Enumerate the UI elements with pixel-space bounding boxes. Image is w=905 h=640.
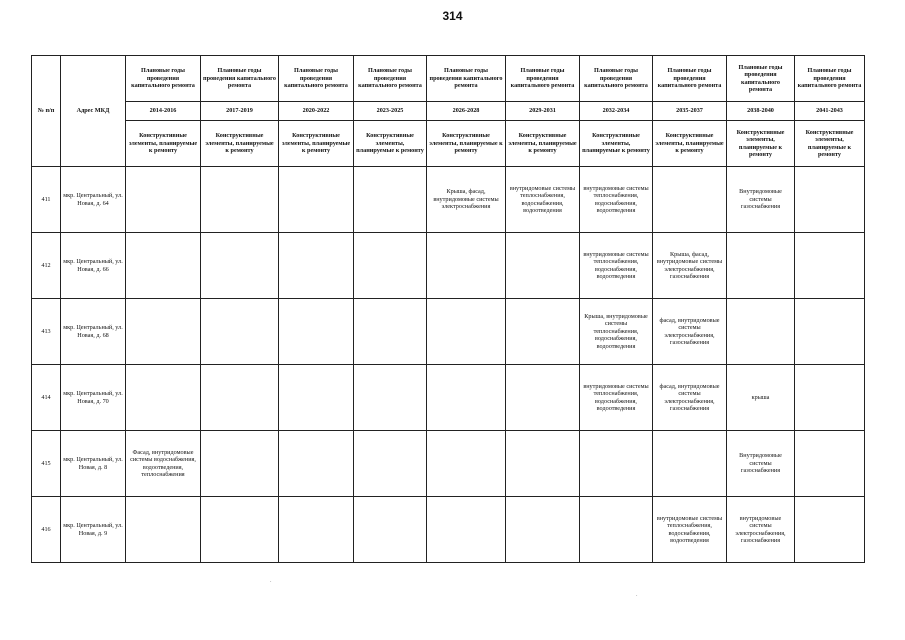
scan-speck: . bbox=[270, 578, 272, 584]
table-cell bbox=[201, 167, 279, 233]
table-cell bbox=[427, 497, 506, 563]
period-range: 2026-2028 bbox=[427, 102, 506, 121]
table-row bbox=[32, 233, 865, 299]
row-number: 414 bbox=[32, 365, 61, 431]
row-address: мкр. Центральный, ул. Новая, д. 64 bbox=[61, 167, 126, 233]
table-cell: Внутридомовые системы газоснабжения bbox=[727, 167, 795, 233]
col-addr-header: Адрес МКД bbox=[61, 56, 126, 167]
table-cell bbox=[354, 299, 427, 365]
elements-subheader: Конструктивные элементы, планируемые к ремонту bbox=[795, 121, 865, 167]
table-cell bbox=[727, 299, 795, 365]
table-cell bbox=[354, 431, 427, 497]
table-cell: внутридомовые системы теплоснабжения, водоснабжения, водоотведения bbox=[653, 497, 727, 563]
table-cell: фасад, внутридомовые системы электроснабжения, газоснабжения bbox=[653, 299, 727, 365]
period-range: 2029-2031 bbox=[506, 102, 580, 121]
table-cell bbox=[201, 497, 279, 563]
period-title: Плановые годы проведения капитального ремонта bbox=[727, 56, 795, 102]
table-cell bbox=[427, 233, 506, 299]
table-cell bbox=[795, 299, 865, 365]
table-cell bbox=[354, 233, 427, 299]
table-row bbox=[32, 431, 865, 497]
table-cell bbox=[279, 167, 354, 233]
elements-subheader: Конструктивные элементы, планируемые к ремонту bbox=[126, 121, 201, 167]
row-address: мкр. Центральный, ул. Новая, д. 70 bbox=[61, 365, 126, 431]
table-cell bbox=[201, 431, 279, 497]
period-range: 2017-2019 bbox=[201, 102, 279, 121]
table-cell bbox=[653, 167, 727, 233]
table-cell bbox=[201, 299, 279, 365]
table-cell: Внутридомовые системы газоснабжения bbox=[727, 431, 795, 497]
table-cell bbox=[279, 497, 354, 563]
table-cell bbox=[427, 299, 506, 365]
period-title: Плановые годы проведения капитального ремонта bbox=[126, 56, 201, 102]
period-title: Плановые годы проведения капитального ремонта bbox=[201, 56, 279, 102]
table-cell bbox=[201, 233, 279, 299]
table-cell: внутридомовые системы теплоснабжения, водоснабжения, водоотведения bbox=[580, 167, 653, 233]
row-number: 411 bbox=[32, 167, 61, 233]
period-title: Плановые годы проведения капитального ремонта bbox=[795, 56, 865, 102]
table-cell bbox=[427, 431, 506, 497]
table-cell bbox=[279, 431, 354, 497]
elements-subheader: Конструктивные элементы, планируемые к ремонту bbox=[580, 121, 653, 167]
table-cell bbox=[795, 431, 865, 497]
table-cell bbox=[126, 365, 201, 431]
page-number: 314 bbox=[442, 9, 463, 23]
table-cell bbox=[653, 431, 727, 497]
elements-subheader: Конструктивные элементы, планируемые к ремонту bbox=[727, 121, 795, 167]
row-number: 415 bbox=[32, 431, 61, 497]
table-cell bbox=[279, 299, 354, 365]
table-cell bbox=[506, 497, 580, 563]
row-address: мкр. Центральный, ул. Новая, д. 68 bbox=[61, 299, 126, 365]
table-cell bbox=[506, 299, 580, 365]
period-range: 2014-2016 bbox=[126, 102, 201, 121]
table-cell bbox=[795, 233, 865, 299]
period-title: Плановые годы проведения капитального ремонта bbox=[354, 56, 427, 102]
table-cell bbox=[126, 233, 201, 299]
table-cell bbox=[727, 233, 795, 299]
table-cell: внутридомовые системы теплоснабжения, водоснабжения, водоотведения bbox=[580, 365, 653, 431]
elements-subheader: Конструктивные элементы, планируемые к ремонту bbox=[354, 121, 427, 167]
table-cell: внутридомовые системы теплоснабжения, водоснабжения, водоотведения bbox=[580, 233, 653, 299]
table-cell: Фасад, внутридомовые системы водоснабжения, водоотведения, теплоснабжения bbox=[126, 431, 201, 497]
table-header bbox=[32, 56, 865, 167]
elements-subheader: Конструктивные элементы, планируемые к ремонту bbox=[201, 121, 279, 167]
table-cell bbox=[354, 167, 427, 233]
table-cell bbox=[795, 365, 865, 431]
table-cell bbox=[506, 233, 580, 299]
period-title: Плановые годы проведения капитального ремонта bbox=[279, 56, 354, 102]
period-range: 2035-2037 bbox=[653, 102, 727, 121]
elements-subheader: Конструктивные элементы, планируемые к ремонту bbox=[653, 121, 727, 167]
table-cell bbox=[126, 497, 201, 563]
period-title: Плановые годы проведения капитального ремонта bbox=[653, 56, 727, 102]
table-row bbox=[32, 497, 865, 563]
table-cell: Крыша, фасад, внутридомовые системы электроснабжения bbox=[427, 167, 506, 233]
period-range: 2023-2025 bbox=[354, 102, 427, 121]
elements-subheader: Конструктивные элементы, планируемые к ремонту bbox=[506, 121, 580, 167]
table-cell bbox=[795, 167, 865, 233]
table-cell bbox=[506, 365, 580, 431]
table-row bbox=[32, 365, 865, 431]
row-address: мкр. Центральный, ул. Новая, д. 9 bbox=[61, 497, 126, 563]
table-cell bbox=[279, 233, 354, 299]
table-cell: внутридомовые системы теплоснабжения, водоснабжения, водоотведения bbox=[506, 167, 580, 233]
row-address: мкр. Центральный, ул. Новая, д. 66 bbox=[61, 233, 126, 299]
period-title: Плановые годы проведения капитального ремонта bbox=[580, 56, 653, 102]
table-cell: внутридомовые системы электроснабжения, газоснабжения bbox=[727, 497, 795, 563]
period-range: 2032-2034 bbox=[580, 102, 653, 121]
elements-subheader: Конструктивные элементы, планируемые к ремонту bbox=[279, 121, 354, 167]
table-cell bbox=[580, 431, 653, 497]
table-cell bbox=[201, 365, 279, 431]
table-cell bbox=[354, 497, 427, 563]
period-range: 2038-2040 bbox=[727, 102, 795, 121]
row-number: 416 bbox=[32, 497, 61, 563]
table-cell: фасад, внутридомовые системы электроснабжения, газоснабжения bbox=[653, 365, 727, 431]
table-cell bbox=[580, 497, 653, 563]
table-cell bbox=[279, 365, 354, 431]
table-cell bbox=[427, 365, 506, 431]
period-range: 2020-2022 bbox=[279, 102, 354, 121]
table-cell: Крыша, внутридомовые системы теплоснабжения, водоснабжения, водоотведения bbox=[580, 299, 653, 365]
table-cell: крыша bbox=[727, 365, 795, 431]
elements-subheader: Конструктивные элементы, планируемые к ремонту bbox=[427, 121, 506, 167]
table-cell bbox=[795, 497, 865, 563]
row-number: 412 bbox=[32, 233, 61, 299]
table-cell: Крыша, фасад, внутридомовые системы электроснабжения, газоснабжения bbox=[653, 233, 727, 299]
table-cell bbox=[506, 431, 580, 497]
repair-schedule-table bbox=[31, 55, 865, 563]
period-title: Плановые годы проведения капитального ремонта bbox=[427, 56, 506, 102]
table-cell bbox=[126, 167, 201, 233]
table-row bbox=[32, 299, 865, 365]
scan-speck: . bbox=[636, 592, 638, 598]
table-cell bbox=[354, 365, 427, 431]
col-num-header: № п/п bbox=[32, 56, 61, 167]
row-address: мкр. Центральный, ул. Новая, д. 8 bbox=[61, 431, 126, 497]
period-title: Плановые годы проведения капитального ремонта bbox=[506, 56, 580, 102]
period-range: 2041-2043 bbox=[795, 102, 865, 121]
row-number: 413 bbox=[32, 299, 61, 365]
table-cell bbox=[126, 299, 201, 365]
table-row bbox=[32, 167, 865, 233]
